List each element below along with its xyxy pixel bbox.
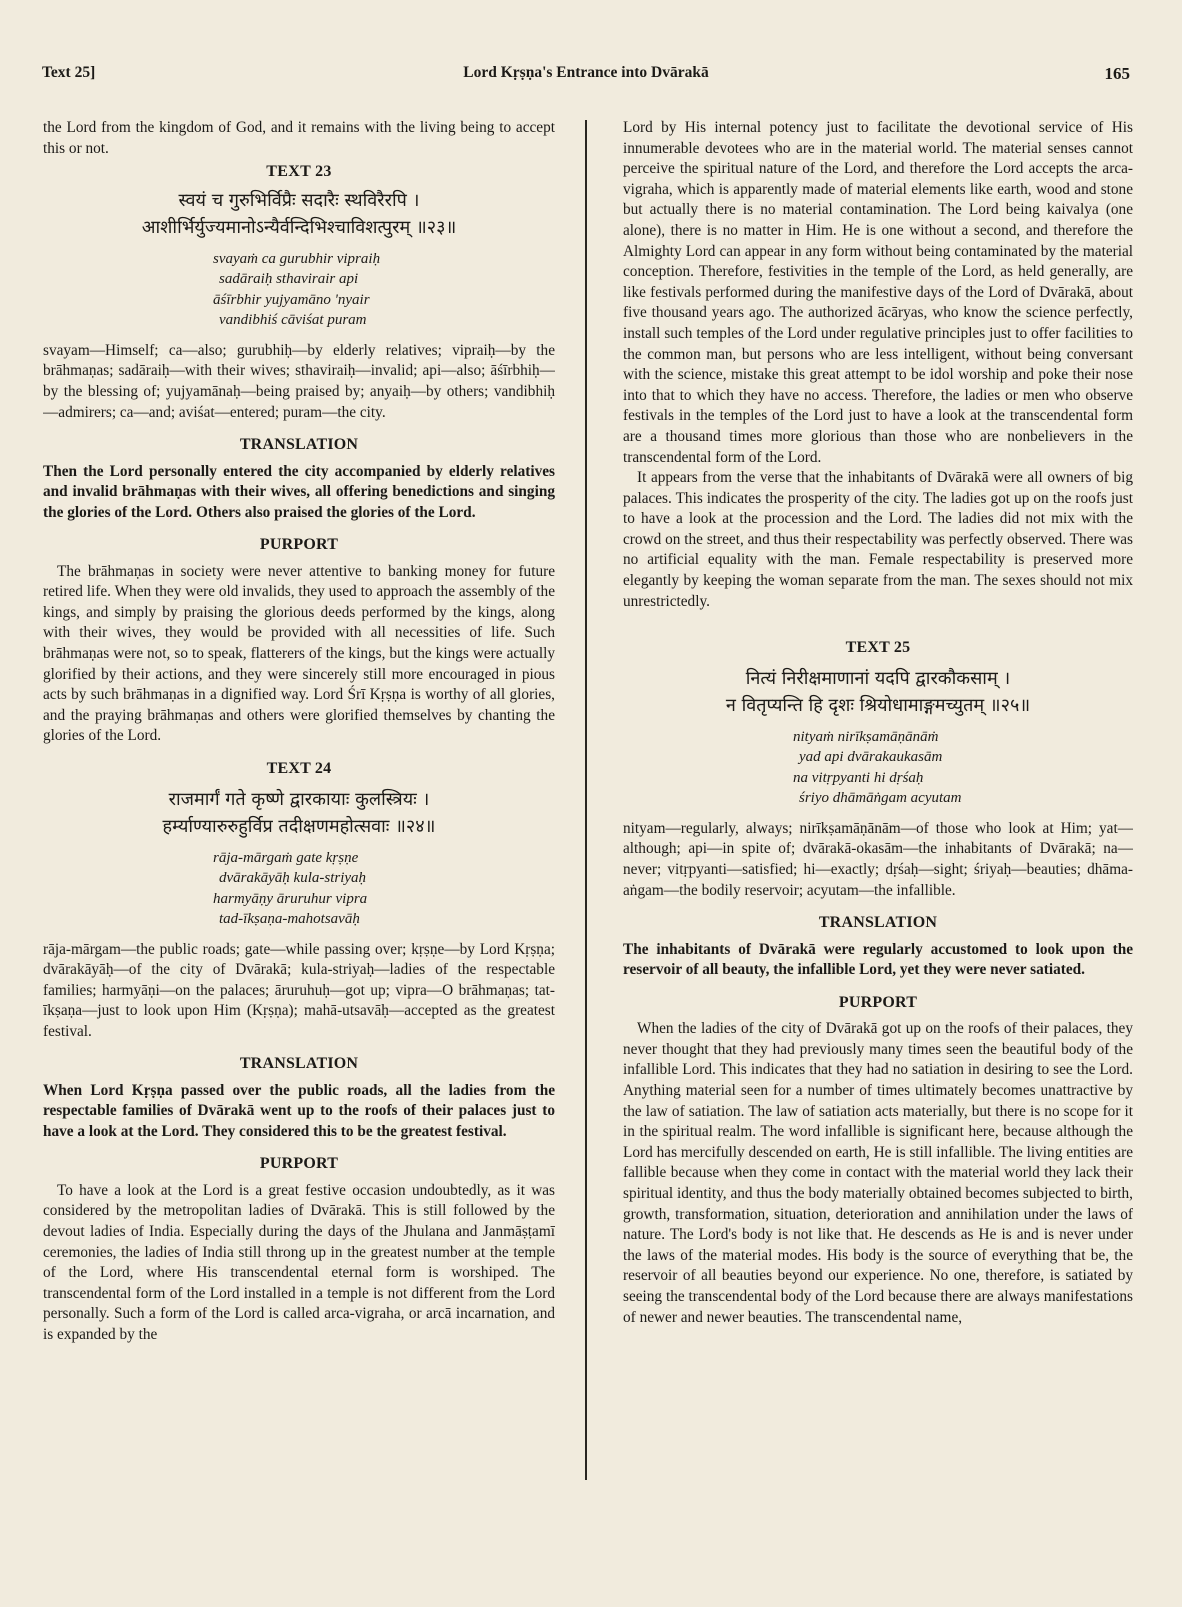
purport-24: To have a look at the Lord is a great festive occasion undoubtedly, as it was considered by the metropolitan ladies of Dvārakā. This is still followed by the devout ladies of India. Especially during the days of the Jhulana and Janmāṣṭamī ceremonies, the ladies of India still throng up in the greatest number at the temple of the Lord, where His transcendental eternal form is worshiped. The transcendental form of the Lord installed in a temple is not different from the Lord personally. Such a form of the Lord is called arca-vigraha, or arcā incarnation, and is expanded by the: [43, 1181, 555, 1344]
header-text-ref: Text 25]: [42, 64, 96, 81]
devanagari-verse-23: [43, 187, 555, 241]
transliteration-line: harmyāṇy āruruhur vipra: [213, 890, 368, 907]
purport-24-continued: Lord by His internal potency just to facilitate the devotional service of His innumerable devotees who are in the material world. The material senses cannot perceive the spiritual nature of the Lord, and therefore the Lord accepts the arca-vigraha, which is apparently made of material elements like earth, wood and stone but actually there is no material contamination. The Lord being kaivalya (one alone), there is no matter in Him. He is one without a second, and therefore the Almighty Lord can appear in any form without being contaminated by the material conception. Therefore, festivities in the temple of the Lord, as held generally, are like festivals performed during the manifestive days of the Lord of Dvārakā, about five thousand years ago. The authorized ācāryas, who know the science perfectly, install such temples of the Lord under regulative principles just to offer facilities to the common man, but persons who are less intelligent, without being conversant with the science, mistake this great attempt to be idol worship and poke their nose into that to which they have no access. Therefore, the ladies or men who observe festivals in the temples of the Lord just to have a look at the transcendental form are a thousand times more glorious than those who are nonbelievers in the transcendental form of the Lord.: [623, 119, 1133, 466]
purport-heading-24: PURPORT: [259, 1155, 339, 1173]
devanagari-line: राजमार्गं गते कृष्णे द्वारकायाः कुलस्त्रियः ।: [168, 788, 430, 810]
verse-heading-23: TEXT 23: [266, 163, 332, 181]
left-column: [43, 118, 555, 1578]
transliteration-line: rāja-mārgaṁ gate kṛṣṇe: [213, 849, 359, 866]
transliteration-line: svayaṁ ca gurubhir vipraiḥ: [213, 250, 381, 267]
transliteration-25: [793, 727, 1133, 809]
purport-24-continued-paragraph: It appears from the verse that the inhabitants of Dvārakā were all owners of big palaces. This indicates the prosperity of the city. The ladies got up on the roofs just to have a look at the procession and the Lord. The ladies did not mix with the crowd on the street, and thus their respectability was perfectly observed. There was no artificial equality with the man. Female respectability is preserved more elegantly by keeping the woman separate from the man. The sexes should not mix unrestrictedly.: [623, 469, 1133, 610]
transliteration-line: vandibhiś cāviśat puram: [219, 312, 367, 329]
purport-25: When the ladies of the city of Dvārakā got up on the roofs of their palaces, they never thought that they had previously many times seen the beautiful body of the infallible Lord. This indicates that they had no satiation in desiring to see the Lord. Anything material seen for a number of times ultimately becomes unattractive by the law of satiation. The law of satiation acts materially, but there is no scope for it in the spiritual realm. The word infallible is significant here, because although the Lord has mercifully descended on earth, He is still infallible. The living entities are fallible because when they come in contact with the material world they lack their spiritual identity, and thus the body materially obtained becomes subjected to birth, growth, transformation, situation, deterioration and annihilation under the laws of nature. The Lord's body is not like that. He descends as He is and is never under the laws of the material modes. His body is the source of everything that be, the reservoir of all beauties beyond our experience. No one, therefore, is satiated by seeing the transcendental body of the Lord because there are always manifestations of newer and newer beauties. The transcendental name,: [623, 1020, 1133, 1326]
transliteration-line: āśīrbhir yujyamāno 'nyair: [213, 291, 370, 308]
translation-24: When Lord Kṛṣṇa passed over the public roads, all the ladies from the respectable families of Dvārakā went up to the roofs of their palaces just to have a look at the Lord. They considered this to be the greatest festival.: [43, 1082, 555, 1140]
devanagari-line: स्वयं च गुरुभिर्विप्रैः सदारैः स्थविरैरपि ।: [178, 189, 420, 211]
translation-heading-23: TRANSLATION: [239, 436, 359, 454]
verse-heading-24: TEXT 24: [266, 759, 332, 777]
synonyms-25: nityam—regularly, always; nirīkṣamāṇānām—of those who look at Him; yat—although; api—in spite of; dvārakā-okasām—the inhabitants of Dvārakā; na—never; vitṛpyanti—satisfied; hi—exactly; dṛśaḥ—sight; śriyaḥ—beauties; dhāma-aṅgam—the bodily reservoir; acyutam—the infallible.: [623, 819, 1133, 899]
translation-heading-25: TRANSLATION: [818, 914, 938, 932]
purport-heading-25: PURPORT: [838, 993, 918, 1011]
spacer: [623, 612, 1133, 626]
purport-heading-23: PURPORT: [259, 535, 339, 553]
transliteration-line: tad-īkṣaṇa-mahotsavāḥ: [219, 911, 360, 927]
devanagari-line: आशीर्भिर्युज्यमानोऽन्यैर्वन्दिभिश्चाविशत्पुरम् ॥२३॥: [141, 216, 457, 238]
devanagari-verse-24: [43, 786, 555, 840]
transliteration-line: dvārakāyāḥ kula-striyaḥ: [219, 870, 367, 886]
transliteration-line: śriyo dhāmāṅgam acyutam: [799, 790, 962, 807]
transliteration-line: yad api dvārakaukasām: [799, 749, 943, 766]
transliteration-24: [213, 848, 555, 930]
translation-25: The inhabitants of Dvārakā were regularly accustomed to look upon the reservoir of all beauty, the infallible Lord, yet they were never satiated.: [623, 940, 1133, 979]
page-number: 165: [1104, 64, 1130, 83]
transliteration-line: na vitṛpyanti hi dṛśaḥ: [793, 769, 924, 786]
transliteration-23: [213, 249, 555, 331]
translation-heading-24: TRANSLATION: [239, 1055, 359, 1073]
column-divider: [585, 120, 587, 1480]
devanagari-line: नित्यं निरीक्षमाणानां यदपि द्वारकौकसाम् ।: [745, 667, 1011, 689]
synonyms-23: svayam—Himself; ca—also; gurubhiḥ—by elderly relatives; vipraiḥ—by the brāhmaṇas; sadāraiḥ—with their wives; sthaviraiḥ—invalid; api—also; āśīrbhiḥ—by the blessing of; yujyamānaḥ—being praised by; anyaiḥ—by others; vandibhiḥ—admirers; ca—and; aviśat—entered; puram—the city.: [43, 341, 555, 421]
right-column: [623, 118, 1133, 1578]
header-chapter-title: Lord Kṛṣṇa's Entrance into Dvārakā: [463, 64, 709, 81]
devanagari-verse-25: [623, 665, 1133, 719]
transliteration-line: sadāraiḥ sthavirair api: [219, 271, 359, 288]
synonyms-24: rāja-mārgam—the public roads; gate—while passing over; kṛṣṇe—by Lord Kṛṣṇa; dvārakāyāḥ—of the city of Dvārakā; kula-striyaḥ—ladies of the respectable families; harmyāṇi—on the palaces; āruruhuḥ—got up; vipra—O brāhmaṇas; tat-īkṣaṇa—just to look upon Him (Kṛṣṇa); mahā-utsavāḥ—accepted as the greatest festival.: [43, 940, 555, 1040]
devanagari-line: हर्म्याण्यारुरुहुर्विप्र तदीक्षणमहोत्सवाः ॥२४॥: [162, 815, 436, 837]
intro-paragraph: the Lord from the kingdom of God, and it remains with the living being to accept this or not.: [43, 119, 555, 157]
translation-23: Then the Lord personally entered the city accompanied by elderly relatives and invalid brāhmaṇas with their wives, all offering benedictions and singing the glories of the Lord. Others also praised the glories of the Lord.: [43, 462, 555, 521]
running-header: [42, 64, 1130, 90]
verse-heading-25: TEXT 25: [845, 639, 911, 657]
purport-23: The brāhmaṇas in society were never attentive to banking money for future retired life. When they were old invalids, they used to approach the assembly of the kings, and simply by praising the glorious deeds performed by the kings, along with their wives, they would be provided with all necessities of life. Such brāhmaṇas were not, so to speak, flatterers of the kings, but the kings were actually glorified by their actions, and they were sincerely still more encouraged in pious acts by such brāhmaṇas in a dignified way. Lord Śrī Kṛṣṇa is worthy of all glories, and the praying brāhmaṇas and others were glorified themselves by chanting the glories of the Lord.: [43, 562, 555, 745]
devanagari-line: न वितृप्यन्ति हि दृशः श्रियोधामाङ्गमच्युतम् ॥२५॥: [725, 694, 1031, 716]
transliteration-line: nityaṁ nirīkṣamāṇānāṁ: [793, 728, 939, 745]
